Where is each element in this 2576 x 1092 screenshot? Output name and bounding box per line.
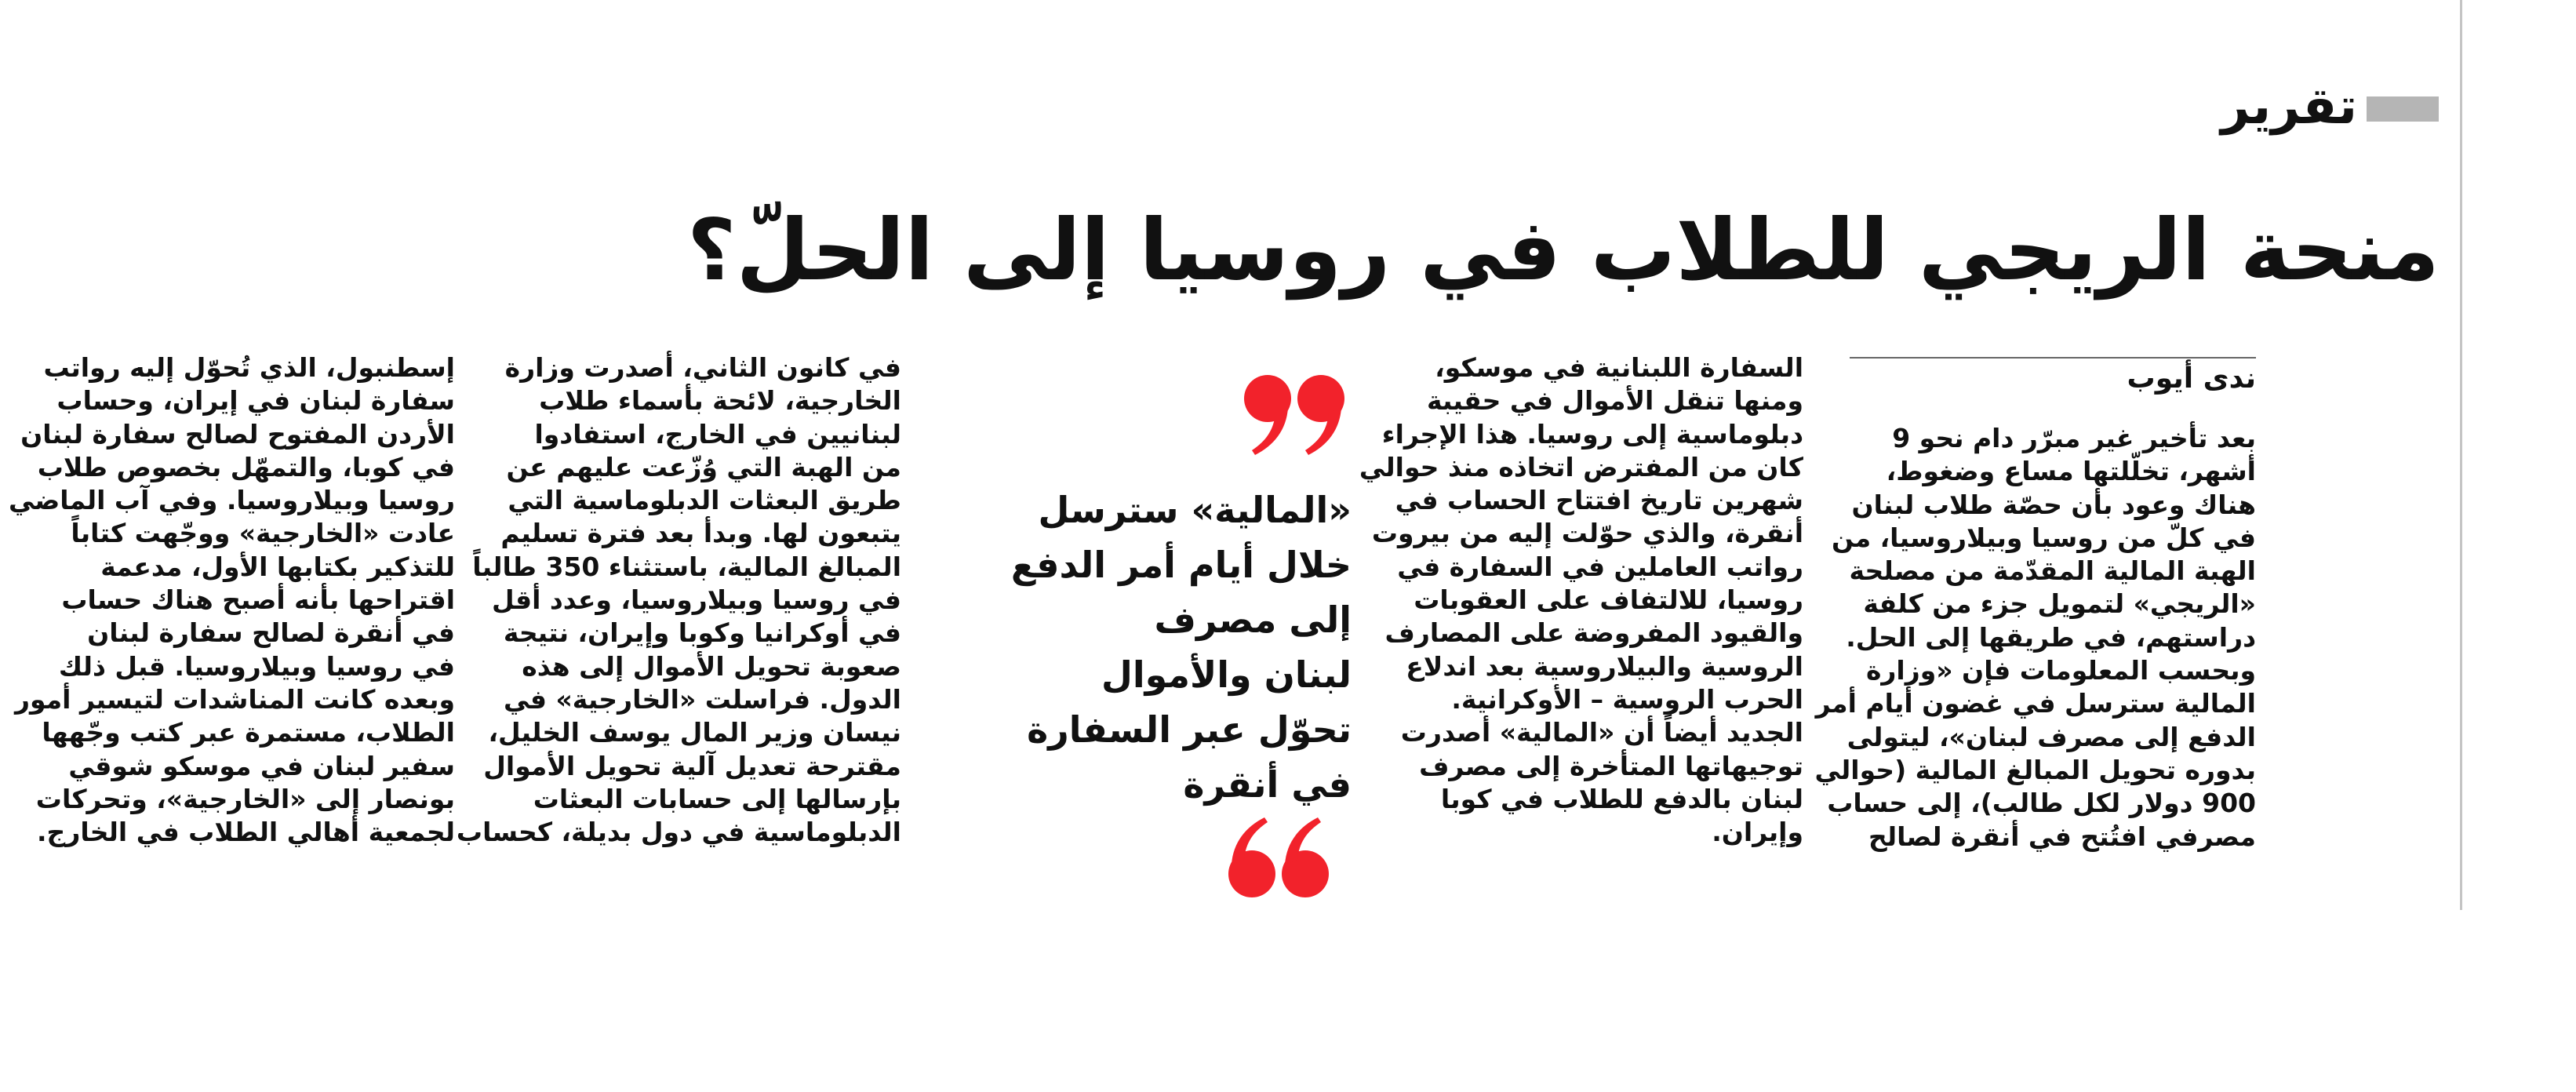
column-line: وبحسب المعلومات فإن «وزارة	[1865, 655, 2256, 686]
column-line: نيسان وزير المال يوسف الخليل،	[488, 717, 901, 748]
column-line: بونصار إلى «الخارجية»، وتحركات	[35, 783, 455, 814]
section-marker-bar	[2367, 96, 2439, 122]
column-line: سفير لبنان في موسكو شوقي	[68, 750, 455, 781]
column-line: الحرب الروسية – الأوكرانية.	[1451, 683, 1803, 715]
column-line: الدول. فراسلت «الخارجية» في	[504, 683, 901, 715]
column-line: في روسيا وبيلاروسيا. قبل ذلك	[58, 650, 455, 682]
column-line: المالية سترسل في غضون أيام أمر	[1815, 688, 2256, 719]
quote-close-icon	[1224, 816, 1349, 910]
column-line: سفارة لبنان في إيران، وحساب	[56, 385, 455, 417]
column-line: بدوره تحويل المبالغ المالية (حوالي	[1814, 754, 2256, 785]
column-line: وبعده كانت المناشدات لتيسير أمور	[15, 683, 455, 715]
column-line: كان من المفترض اتخاذه منذ حوالي	[1359, 451, 1803, 482]
column-line: في أنقرة لصالح سفارة لبنان	[87, 617, 455, 649]
column-line: الروسية والبيلاروسية بعد اندلاع	[1406, 650, 1803, 682]
column-line: لجمعية أهالي الطلاب في الخارج.	[37, 817, 455, 848]
column-line: بعد تأخير غير مبرّر دام نحو 9	[1892, 423, 2256, 453]
column-line: روسيا، للالتفاف على العقوبات	[1414, 584, 1803, 616]
quote-open-icon	[1224, 362, 1349, 457]
column-line: في أوكرانيا وكوبا وإيران، نتيجة	[503, 617, 901, 649]
column-line: الأردن المفتوح لصالح سفارة لبنان	[20, 418, 455, 450]
column-line: أشهر، تخلّلتها مساع وضغوط،	[1886, 456, 2256, 487]
column-line: الهبة المالية المقدّمة من مصلحة	[1849, 555, 2256, 587]
pull-quote-line: تحوّل عبر السفارة	[1027, 708, 1352, 751]
column-line: الدبلوماسية في دول بديلة، كحساب	[456, 817, 901, 848]
column-line: روسيا وبيلاروسيا. وفي آب الماضي	[8, 485, 455, 516]
article-column-3	[456, 351, 901, 849]
column-line: للتذكير بكتابها الأول، مدعمة	[100, 551, 455, 582]
column-line: توجيهاتها المتأخرة إلى مصرف	[1419, 750, 1803, 781]
column-line: أنقرة، والذي حوّلت إليه من بيروت	[1371, 518, 1803, 549]
column-line: إسطنبول، الذي تُحوّل إليه رواتب	[43, 352, 455, 383]
column-line: اقتراحها بأنه أصبح هناك حساب	[61, 584, 455, 616]
byline: ندى أيوب	[2127, 362, 2256, 395]
column-line: دراستهم، في طريقها إلى الحل.	[1846, 621, 2256, 653]
column-line: طريق البعثات الدبلوماسية التي	[508, 485, 901, 516]
column-line: في كلّ من روسيا وبيلاروسيا، من	[1832, 522, 2256, 553]
column-line: الطلاب، مستمرة عبر كتب وجّهها	[42, 717, 455, 748]
column-line: في كانون الثاني، أصدرت وزارة	[504, 352, 901, 383]
pull-quote-line: لبنان والأموال	[1101, 653, 1352, 696]
column-line: لبنان بالدفع للطلاب في كوبا	[1440, 783, 1803, 814]
column-line: السفارة اللبنانية في موسكو،	[1435, 352, 1803, 383]
byline-rule	[1850, 357, 2256, 359]
column-line: شهرين تاريخ افتتاح الحساب في	[1395, 485, 1803, 516]
article-column-4	[8, 351, 455, 849]
column-line: هناك وعود بأن حصّة طلاب لبنان	[1851, 489, 2256, 520]
column-line: الخارجية، لائحة بأسماء طلاب	[539, 385, 901, 417]
column-line: يتبعون لها. وبدأ بعد فترة تسليم	[500, 518, 901, 549]
section-label: تقرير	[2221, 78, 2357, 136]
column-line: رواتب العاملين في السفارة في	[1397, 551, 1803, 582]
vertical-rule	[2460, 0, 2462, 910]
column-line: في روسيا وبيلاروسيا، وعدد أقل	[492, 584, 901, 616]
column-line: صعوبة تحويل الأموال إلى هذه	[522, 650, 901, 682]
pull-quote	[961, 482, 1352, 812]
column-line: مصرفي افتُتح في أنقرة لصالح	[1868, 821, 2256, 852]
column-line: لبنانيين في الخارج، استفادوا	[534, 418, 901, 450]
column-line: من الهبة التي وُزّعت عليهم عن	[506, 451, 901, 482]
article-column-2	[1359, 351, 1803, 849]
column-line: المبالغ المالية، باستثناء 350 طالباً	[472, 551, 901, 582]
column-line: عادت «الخارجية» ووجّهت كتاباً	[71, 518, 455, 549]
column-line: دبلوماسية إلى روسيا. هذا الإجراء	[1381, 418, 1803, 450]
column-line: وإيران.	[1712, 817, 1803, 848]
pull-quote-line: «المالية» سترسل	[1038, 489, 1352, 531]
column-line: ومنها تنقل الأموال في حقيبة	[1426, 385, 1803, 417]
column-line: الجديد أيضاً أن «المالية» أصدرت	[1400, 717, 1803, 748]
column-line: بإرسالها إلى حسابات البعثات	[533, 783, 901, 814]
pull-quote-line: خلال أيام أمر الدفع	[1010, 544, 1352, 586]
column-line: «الريجي» لتمويل جزء من كلفة	[1863, 588, 2256, 620]
headline: منحة الريجي للطلاب في روسيا إلى الحلّ؟	[686, 202, 2440, 300]
pull-quote-line: إلى مصرف	[1154, 599, 1352, 641]
column-line: الدفع إلى مصرف لبنان»، ليتولى	[1846, 721, 2256, 752]
article-column-1	[1814, 422, 2256, 854]
column-line: في كوبا، والتمهّل بخصوص طلاب	[37, 451, 455, 482]
pull-quote-line: في أنقرة	[1183, 763, 1352, 806]
column-line: 900 دولار لكل طالب)، إلى حساب	[1827, 788, 2256, 819]
column-line: مقترحة تعديل آلية تحويل الأموال	[483, 750, 901, 781]
column-line: والقيود المفروضة على المصارف	[1384, 617, 1803, 649]
